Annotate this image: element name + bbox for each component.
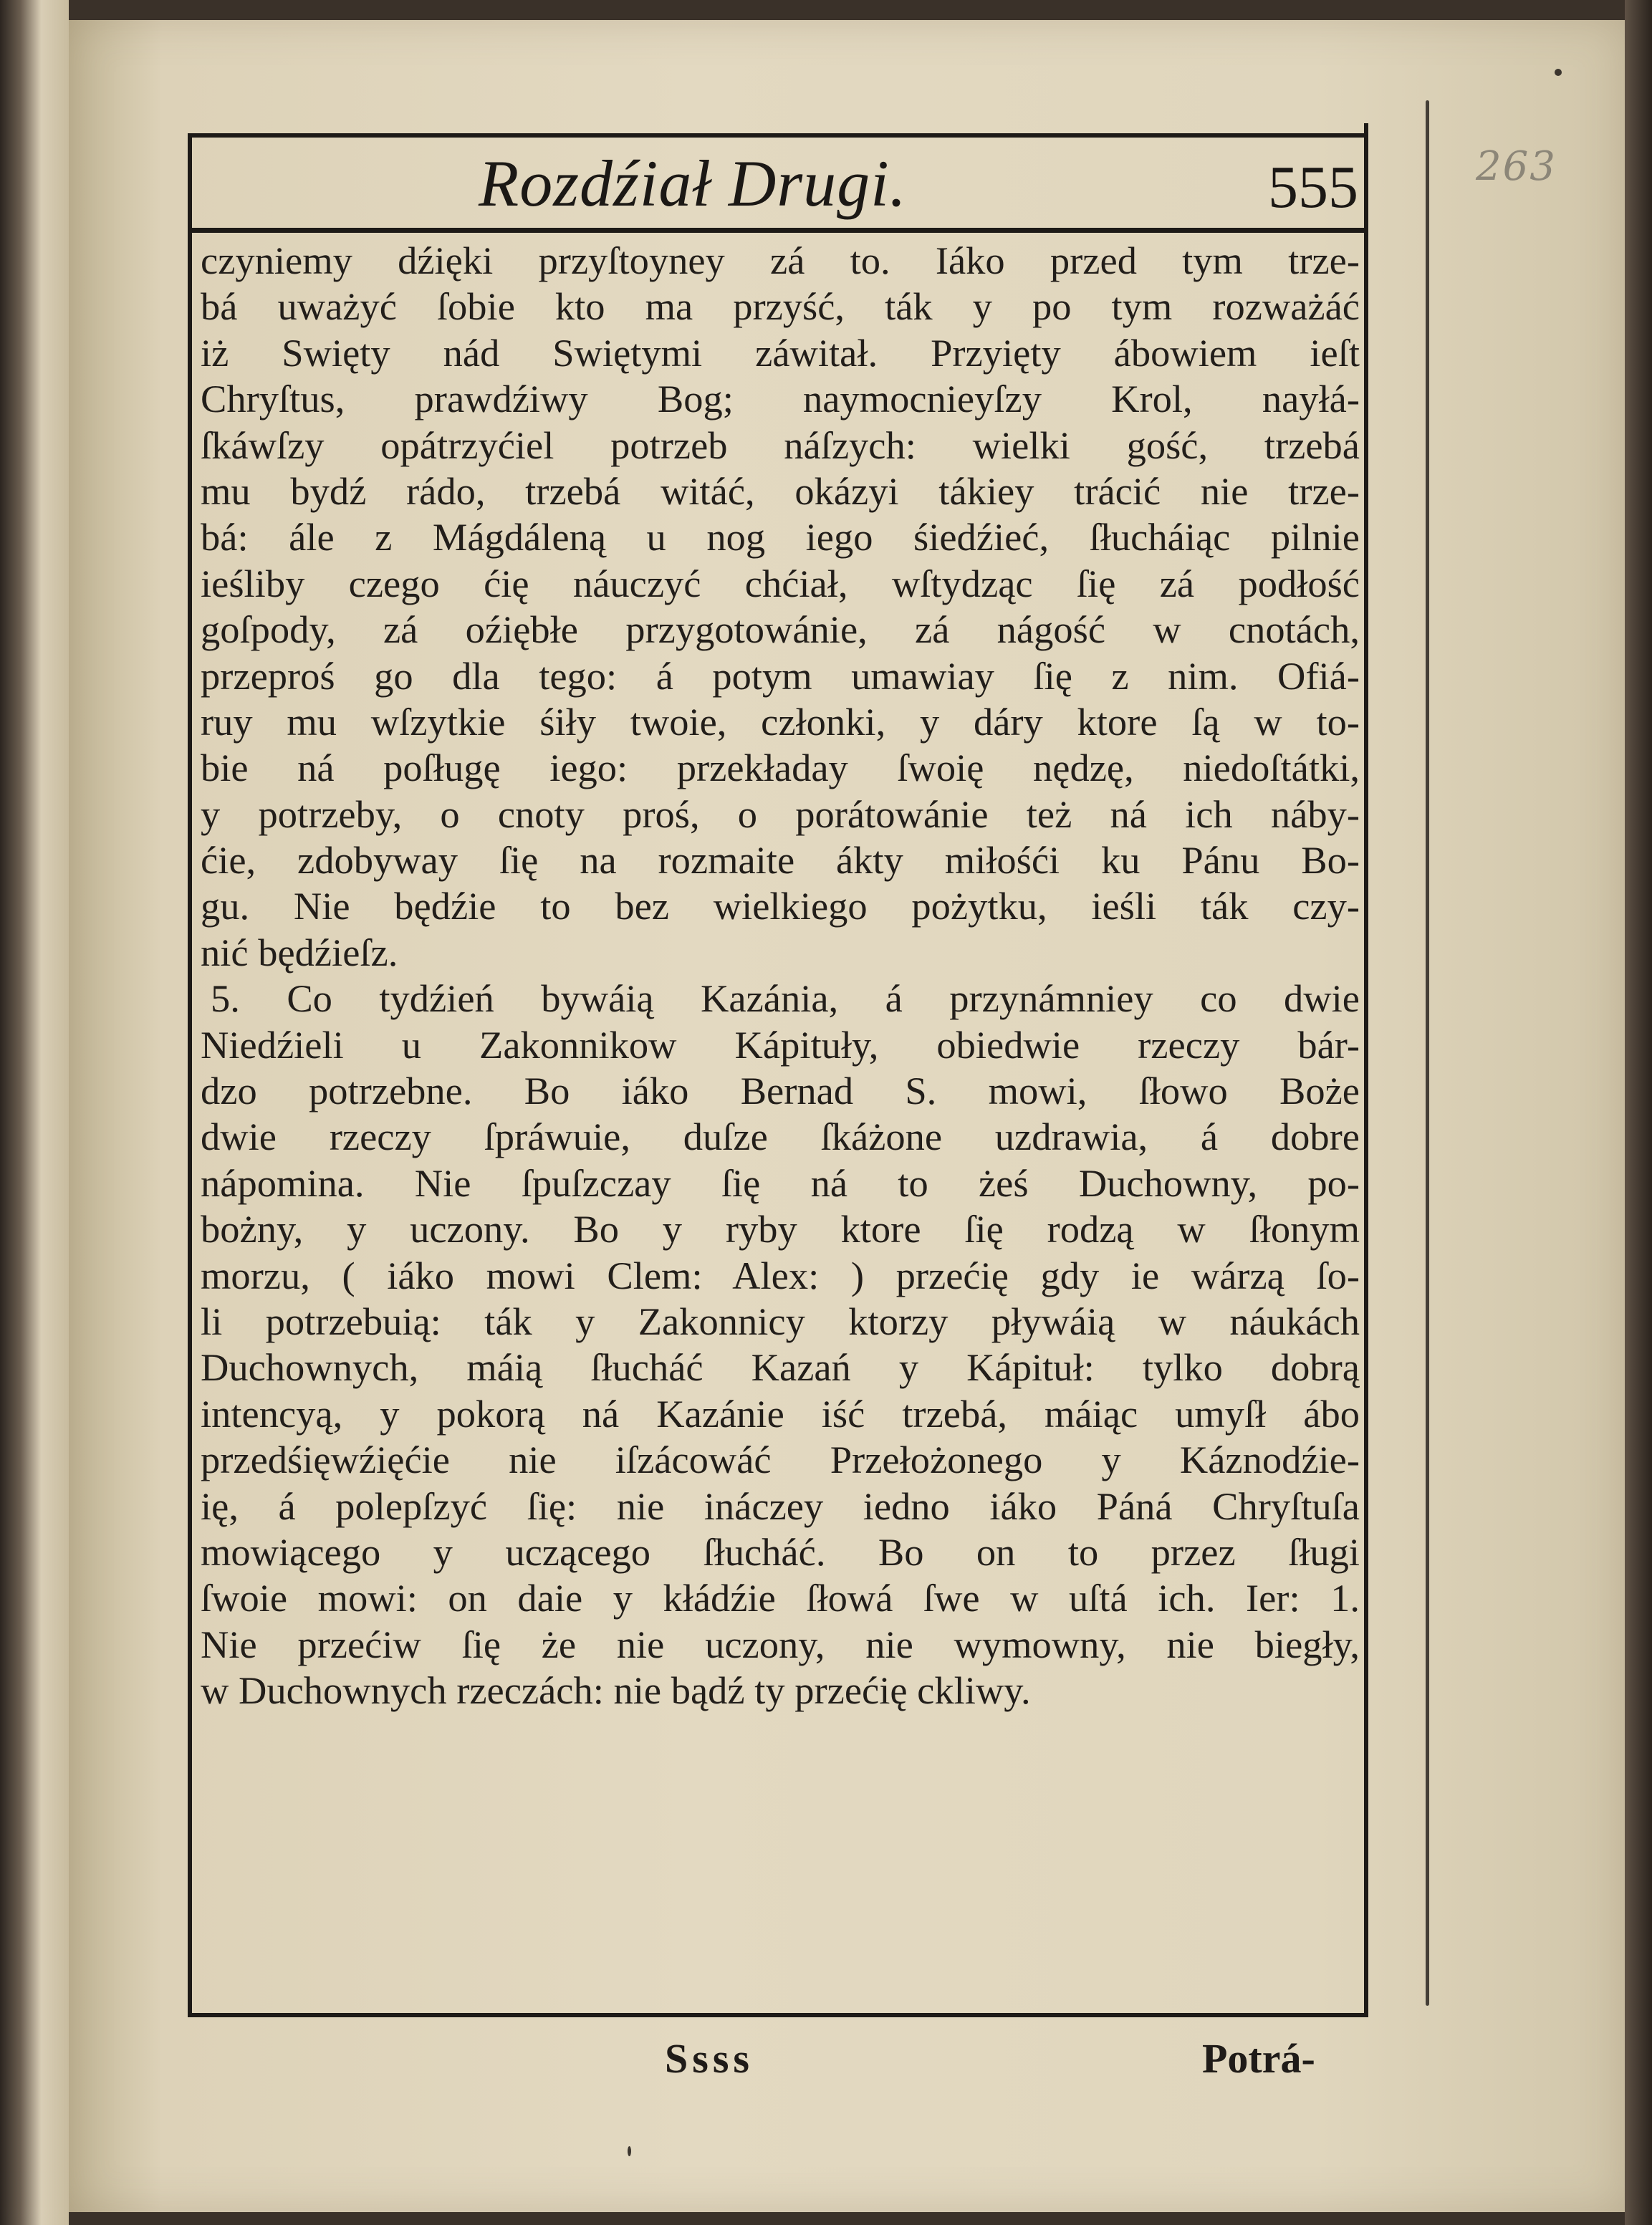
paper-speck (628, 2146, 631, 2156)
text-line: ię, á polepſzyć ſię: nie ináczey iedno iáko Páná Chryſtuſa (201, 1484, 1360, 1528)
text-line: nić będźieſz. (201, 930, 398, 974)
text-line: dzo potrzebne. Bo iáko Bernad S. mowi, ſłowo Boże (201, 1069, 1360, 1113)
text-line: gu. Nie będźie to bez wielkiego pożytku, ieśli ták czy- (201, 884, 1360, 928)
text-line: iż Swięty nád Swiętymi záwitał. Przyięty ábowiem ieſt (201, 330, 1360, 375)
text-line: morzu, ( iáko mowi Clem: Alex: ) przećię gdy ie wárzą ſo- (201, 1253, 1360, 1297)
text-line: czyniemy dźięki przyſtoyney zá to. Iáko przed tym trze- (201, 239, 1360, 282)
chapter-title: Rozdźiał Drugi. (479, 147, 907, 220)
signature-mark: Ssss (665, 2035, 754, 2082)
page-number: 555 (1268, 154, 1358, 221)
text-line: nápomina. Nie ſpuſzczay ſię ná to żeś Duchowny, po- (201, 1160, 1360, 1205)
text-line: dwie rzeczy ſpráwuie, duſze ſkáżone uzdrawia, á dobre (201, 1115, 1360, 1159)
text-line: ruy mu wſzytkie śiły twoie, członki, y dáry ktore ſą w to- (201, 699, 1360, 744)
text-line: mowiącego y uczącego ſłucháć. Bo on to przez ſługi (201, 1529, 1360, 1574)
text-line: Nie przećiw ſię że nie uczony, nie wymowny, nie biegły, (201, 1622, 1360, 1666)
frame-rule-left (188, 133, 192, 2017)
running-head (192, 138, 1364, 228)
text-line: li potrzebuią: ták y Zakonnicy ktorzy pływáią w náukách (201, 1299, 1360, 1343)
body-text (201, 238, 1360, 1714)
text-line: ćie, zdobyway ſię na rozmaite ákty miłośći ku Pánu Bo- (201, 838, 1360, 883)
text-line: 5. Co tydźień bywáią Kazánia, á przynámniey co dwie (211, 976, 1360, 1021)
facing-page-edge (0, 0, 69, 2225)
catchword: Potrá- (1202, 2035, 1315, 2082)
text-line: Duchownych, máią ſłucháć Kazań y Kápituł: tylko dobrą (201, 1345, 1360, 1390)
frame-rule-head (188, 228, 1368, 233)
text-line: ſkáwſzy opátrzyćiel potrzeb náſzych: wielki gość, trzebá (201, 423, 1360, 467)
margin-line (1426, 100, 1429, 2006)
text-line: w Duchownych rzeczách: nie bądź ty przećię ckliwy. (201, 1668, 1031, 1713)
text-line: ieśliby czego ćię náuczyć chćiał, wſtydząc ſię zá podłość (201, 561, 1360, 605)
text-line: Chryſtus, prawdźiwy Bog; naymocnieyſzy Krol, nayłá- (201, 377, 1360, 421)
text-line: y potrzeby, o cnoty proś, o porátowánie też ná ich náby- (201, 792, 1360, 836)
frame-rule-right (1364, 123, 1368, 2017)
text-line: ſwoie mowi: on daie y kłádźie ſłowá ſwe w uſtá ich. Ier: 1. (201, 1576, 1360, 1620)
pencil-folio-note: 263 (1476, 143, 1557, 190)
text-line: bie ná poſługę iego: przekładay ſwoię nędzę, niedoſtátki, (201, 746, 1360, 790)
background-edge (1625, 0, 1652, 2225)
paper-speck (1555, 69, 1562, 76)
text-line: przeproś go dla tego: á potym umawiay ſię z nim. Ofiá- (201, 653, 1360, 698)
text-line: bá uważyć ſobie kto ma przyść, ták y po tym rozważáć (201, 284, 1360, 329)
text-line: Niedźieli u Zakonnikow Kápituły, obiedwie rzeczy bár- (201, 1022, 1360, 1067)
text-line: przedśięwźięćie nie iſzácowáć Przełożonego y Káznodźie- (201, 1438, 1360, 1482)
page-footer (192, 2017, 1364, 2096)
text-line: bożny, y uczony. Bo y ryby ktore ſię rodzą w ſłonym (201, 1207, 1360, 1251)
text-line: bá: ále z Mágdáleną u nog iego śiedźieć, ſłucháiąc pilnie (201, 515, 1360, 559)
text-line: intencyą, y pokorą ná Kazánie iść trzebá, máiąc umyſł ábo (201, 1391, 1360, 1436)
text-line: goſpody, zá oźiębłe przygotowánie, zá nágość w cnotách, (201, 607, 1360, 652)
text-line: mu bydź rádo, trzebá witáć, okázyi tákiey trácić nie trze- (201, 468, 1360, 513)
